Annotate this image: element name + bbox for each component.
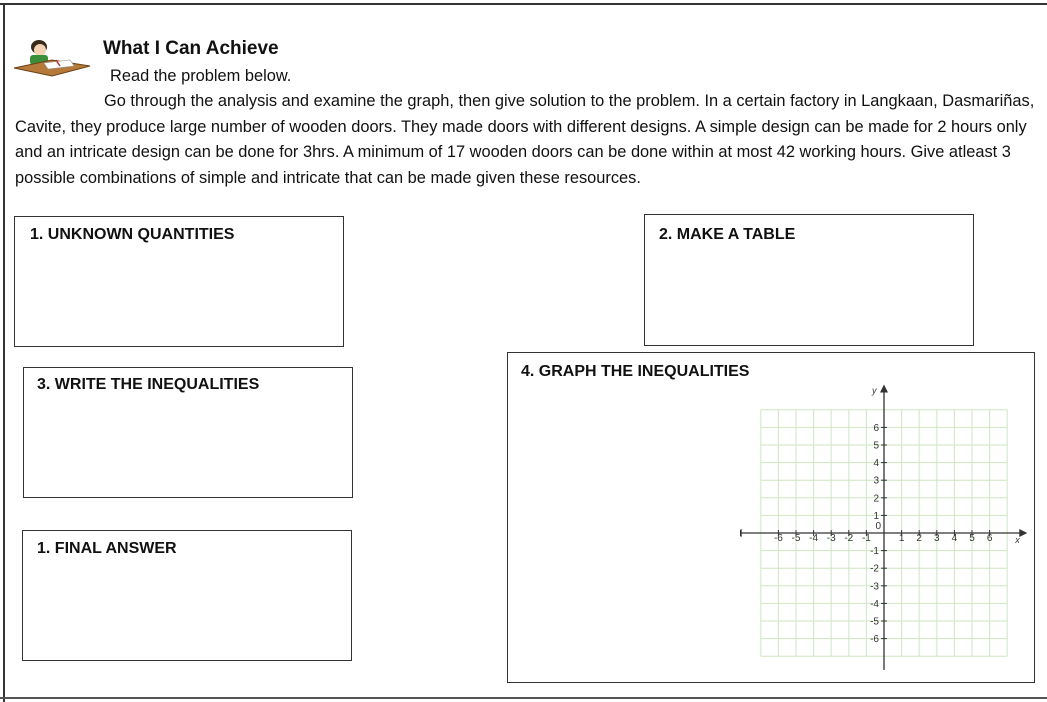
x-tick-label: 4 bbox=[951, 533, 958, 544]
origin-label: 0 bbox=[875, 521, 881, 532]
coordinate-plane[interactable] bbox=[740, 380, 1030, 670]
x-tick-label: 6 bbox=[986, 533, 993, 544]
x-tick-label: -1 bbox=[861, 533, 871, 544]
x-tick-label: -3 bbox=[826, 533, 836, 544]
graph-inequalities-label: 4. GRAPH THE INEQUALITIES bbox=[521, 363, 750, 380]
unknown-quantities-label: 1. UNKNOWN QUANTITIES bbox=[30, 226, 235, 243]
page-top-border bbox=[0, 3, 1047, 5]
x-tick-label: -5 bbox=[791, 533, 801, 544]
problem-text: Go through the analysis and examine the graph, then give solution to the problem. In a certain factory in Langkaan, Dasmariñas, Cavite, they produce large number of wooden doors. They made doors with different designs. A simple design can be made for 2 hours only and an intricate design can be done for 3hrs. A minimum of 17 wooden doors can be done within at most 42 working hours. Give atleast 3 possible combinations of simple and intricate that can be made given these resources. bbox=[15, 92, 1035, 187]
y-tick-label: 5 bbox=[873, 440, 879, 452]
y-tick-label: -5 bbox=[870, 616, 879, 628]
x-tick-label: -4 bbox=[809, 533, 819, 544]
x-tick-label: 1 bbox=[898, 533, 905, 544]
intro-text: Read the problem below. bbox=[110, 67, 292, 85]
y-axis-label: y bbox=[872, 385, 877, 396]
x-tick-label: -2 bbox=[844, 533, 854, 544]
y-tick-label: 4 bbox=[873, 458, 879, 470]
y-tick-label: -3 bbox=[870, 581, 879, 593]
student-writing-icon bbox=[12, 38, 92, 78]
make-table-label: 2. MAKE A TABLE bbox=[659, 226, 796, 243]
x-tick-label: 3 bbox=[934, 533, 940, 544]
page-left-border bbox=[3, 3, 5, 702]
final-answer-label: 1. FINAL ANSWER bbox=[37, 540, 177, 557]
y-tick-label: -6 bbox=[870, 634, 879, 646]
x-axis-right-arrow bbox=[1019, 529, 1027, 537]
y-tick-label: 3 bbox=[873, 475, 879, 487]
page-heading: What I Can Achieve bbox=[103, 38, 279, 59]
y-tick-label: -1 bbox=[870, 546, 879, 558]
page-bottom-border bbox=[0, 697, 1047, 699]
write-inequalities-label: 3. WRITE THE INEQUALITIES bbox=[37, 376, 260, 393]
y-tick-label: 2 bbox=[873, 493, 879, 505]
y-tick-label: -4 bbox=[870, 598, 879, 610]
y-tick-label: 1 bbox=[873, 510, 879, 522]
y-axis-up-arrow bbox=[880, 384, 888, 392]
x-axis-label: x bbox=[1015, 535, 1020, 545]
x-tick-label: -6 bbox=[773, 533, 783, 544]
x-axis-left-arrow bbox=[740, 529, 742, 537]
x-tick-label: 2 bbox=[916, 533, 922, 544]
y-tick-label: -2 bbox=[870, 563, 879, 575]
y-tick-label: 6 bbox=[873, 422, 879, 434]
x-tick-label: 5 bbox=[969, 533, 975, 544]
